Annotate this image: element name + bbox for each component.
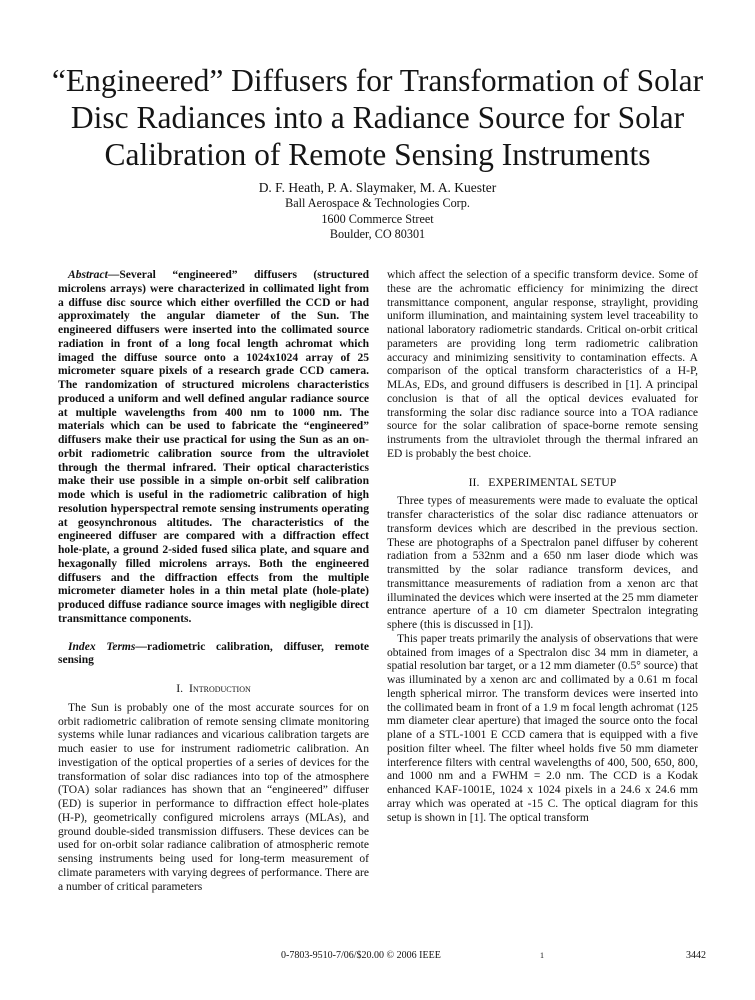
section-number: I. (176, 681, 184, 695)
section-title: Introduction (189, 681, 251, 695)
abstract (58, 269, 369, 627)
page-number: 3442 (686, 950, 706, 961)
setup-paragraph: This paper treats primarily the analysis of observations that were obtained from images of a Spectralon disc 34 mm in diameter, a spatial resolution bar target, or a 12 mm diameter (0.5° source) that was illuminated by a xenon arc and collimated by a 0.61 m focal length spherical mirror. The transform devices were inserted into the collimated beam in front of a 1.9 m focal length achromat (125 mm diameter clear aperture) that imaged the source onto the focal plane of a STL-1001 E CCD camera that is equipped with a five position filter wheel. The filter wheel holds five 50 mm diameter interference filters with central wavelengths of 400, 500, 650, 800, and 1000 nm and a FWHM = 2.0 nm. The CCD is a Kodak enhanced KAF-1001E, 1024 x 1024 pixels in a 24.6 x 24.6 mm array which was operated at -15 C. The optical diagram for this setup is shown in [1]. The optical transform (387, 632, 698, 824)
author-block (180, 180, 575, 243)
title-line: Disc Radiances into a Radiance Source for Solar (70, 100, 685, 135)
index-terms-text: —radiometric calibration, diffuser, remote sensing (58, 640, 370, 667)
setup-paragraph: Three types of measurements were made to evaluate the optical transfer characteristics of the solar disc radiance attenuators or transform devices which are described in the previous section. These are photographs of a Spectralon panel diffuser by coherent radiation from a 532nm and a 650 nm laser diode which was transmitted by the solar radiance transform devices, and transmittance measurements of radiation from a xenon arc that illuminated the devices which were inserted at the 25 mm diameter entrance aperture of a 10 cm diameter Spectralon integrating sphere (this is discussed in [1]). (387, 495, 698, 631)
index-terms-label: Index Terms (68, 640, 136, 653)
intro-paragraph: The Sun is probably one of the most accurate sources for on orbit radiometric calibration of remote sensing climate monitoring systems while lunar radiances and vicarious calibration targets are much easier to use for instrument radiometric calibration. An investigation of the optical properties of a series of devices for the transformation of solar disc radiances into top of the atmosphere (TOA) solar radiances has shown that an “engineered” diffuser (ED) is superior in performance to diffraction effect hole-plates (H-P), geometrically configured microlens arrays (MLAs), and ground double-sided transmission diffusers. These devices can be used for on-orbit solar radiance calibration of atmospheric remote sensing instruments being used for long-term measurement of climate parameters with varying degrees of performance. There are a number of critical parameters (58, 701, 369, 893)
title-line: “Engineered” Diffusers for Transformation of Solar (51, 63, 704, 98)
section-number: II. (468, 474, 480, 489)
title-line: Calibration of Remote Sensing Instruments (104, 137, 651, 172)
right-column (387, 269, 698, 825)
author-names: D. F. Heath, P. A. Slaymaker, M. A. Kuester (258, 180, 497, 195)
index-terms (58, 641, 369, 669)
affiliation-city: Boulder, CO 80301 (329, 227, 426, 241)
abstract-label: Abstract (68, 269, 108, 281)
affiliation-org: Ball Aerospace & Technologies Corp. (285, 196, 470, 210)
section-heading-introduction (58, 682, 369, 696)
section-heading-experimental-setup (387, 476, 698, 490)
intro-paragraph-continued: which affect the selection of a specific transform device. Some of these are the achromatic efficiency for minimizing the direct transmittance component, angular response, straylight, providing uniform illumination, and maintaining system level traceability to national laboratory radiometric standards. Critical on-orbit critical parameters are providing long term radiometric calibration accuracy and minimizing sensitivity to contamination effects. A comparison of the optical transform characteristics of a H-P, MLAs, EDs, and ground diffusers is described in [1]. A principal conclusion is that of all the optical devices evaluated for transforming the solar disc radiance source into a TOA radiance source for the solar calibration of space-borne remote sensing instruments from the ultraviolet through the thermal infrared an ED is probably the best choice. (387, 269, 698, 460)
copyright-notice: 0-7803-9510-7/06/$20.00 © 2006 IEEE (281, 950, 441, 961)
section-title: EXPERIMENTAL SETUP (488, 474, 617, 489)
abstract-text: —Several “engineered” diffusers (structured microlens arrays) were characterized in collimated light from a diffuse disc source which either overfilled the CCD or had approximately the angular diameter of the Sun. The engineered diffusers were inserted into the collimated source radiation in front of a long focal length achromat which imaged the diffuse source onto a 1024x1024 array of 25 micrometer square pixels of a research grade CCD camera. The randomization of structured microlens characteristics produced a uniform and well defined angular radiance source at multiple wavelengths from 400 nm to 1000 nm. The materials which can be used to fabricate the “engineered” diffusers make their use practical for using the Sun as an on-orbit radiometric calibration source from the ultraviolet through the thermal infrared. Their optical characteristics make their use possible in a simple on-orbit self calibration mode which is useful in the radiometric calibration of high resolution hyperspectral remote sensing instruments operating at geosynchronous altitudes. The characteristics of the engineered diffuser are compared with a diffraction effect hole-plate, a ground 2-sided fused silica plate, and square and hexagonally filled microlens arrays. Both the engineered diffusers and the diffraction effects from the multiple micrometer diameter holes in a thin metal plate (hole-plate) produced diffuse radiance source images with negligible direct transmittance components. (58, 269, 369, 625)
left-column (58, 269, 369, 894)
affiliation-street: 1600 Commerce Street (321, 211, 434, 226)
page-marker: 1 (540, 951, 544, 960)
paper-title (40, 62, 715, 173)
